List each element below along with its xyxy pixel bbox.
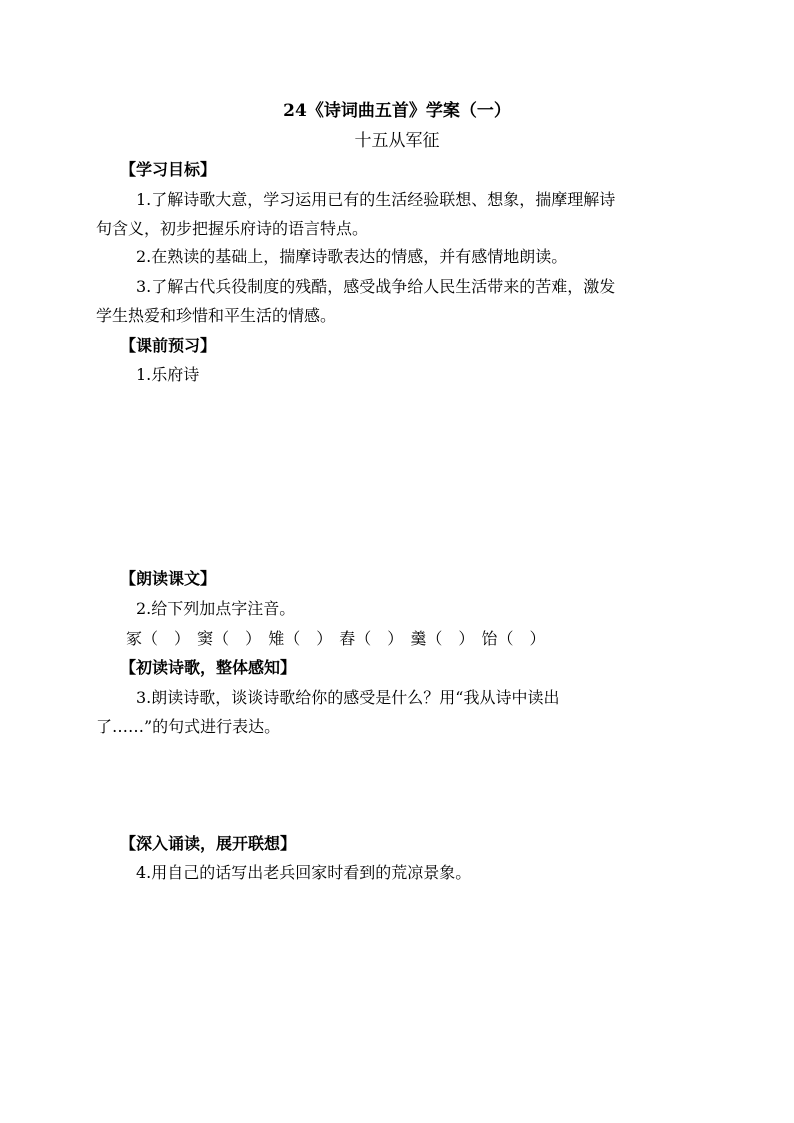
pinyin-blank-row [126,629,547,649]
goal-2: 2.在熟读的基础上，揣摩诗歌表达的情感，并有感情地朗读。 [136,247,568,266]
pinyin-blank: 窦（ ） [197,629,262,648]
goal-3-line-2: 学生热爱和珍惜和平生活的情感。 [96,306,337,325]
pinyin-blank: 饴（ ） [481,629,546,648]
deep-read-item: 4.用自己的话写出老兵回家时看到的荒凉景象。 [136,863,472,882]
goal-1-line-1: 1.了解诗歌大意，学习运用已有的生活经验联想、想象，揣摩理解诗 [136,190,616,209]
section-heading-reading: 【朗读课文】 [120,569,217,588]
page-title: 24《诗词曲五首》学案（一） [283,101,511,121]
page-subtitle: 十五从军征 [354,131,440,151]
goal-3-line-1: 3.了解古代兵役制度的残酷，感受战争给人民生活带来的苦难，激发 [136,277,616,296]
pinyin-blank: 雉（ ） [268,629,333,648]
pinyin-blank: 冢（ ） [126,629,191,648]
first-read-line-1: 3.朗读诗歌，谈谈诗歌给你的感受是什么？用“我从诗中读出 [136,688,560,707]
pinyin-blank: 舂（ ） [339,629,404,648]
section-heading-first-read: 【初读诗歌，整体感知】 [120,658,297,677]
first-read-line-2: 了……”的句式进行表达。 [96,717,281,736]
section-heading-deep-read: 【深入诵读，展开联想】 [120,834,297,853]
preview-item: 1.乐府诗 [136,365,200,384]
pinyin-blank: 羹（ ） [410,629,475,648]
goal-1-line-2: 句含义，初步把握乐府诗的语言特点。 [96,219,369,238]
reading-item: 2.给下列加点字注音。 [136,599,296,618]
section-heading-preview: 【课前预习】 [120,336,217,355]
section-heading-goals: 【学习目标】 [120,160,217,179]
